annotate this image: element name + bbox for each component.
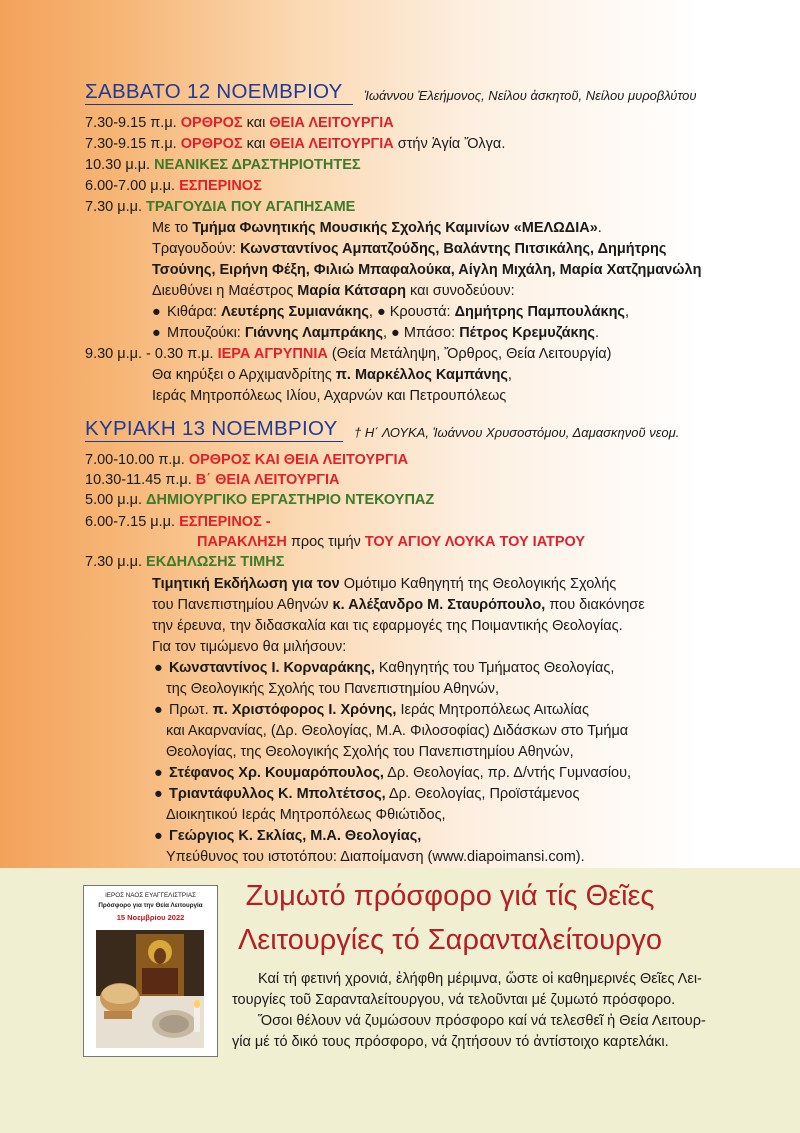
prosforo-title-line-1: Ζυμωτό πρόσφορο γιά τίς Θεῖες [245,880,655,912]
sunday-saints: † Η΄ ΛΟΥΚΑ, Ἰωάννου Χρυσοστόμου, Δαμασκηνοῦ νεομ. [354,425,680,440]
speaker-2: ● Πρωτ. π. Χριστόφορος Ι. Χρόνης, Ιεράς Μητροπόλεως Αιτωλίας [154,702,589,718]
sun-line-8: του Πανεπιστημίου Αθηνών κ. Αλέξανδρο Μ. Σταυρόπουλο, που διακόνησε [152,597,645,613]
saturday-saints: Ἰωάννου Ἐλεήμονος, Νείλου ἀσκητοῦ, Νείλου μυροβλύτου [364,88,697,103]
prosforo-text-4: γία μέ τό δικό τους πρόσφορο, νά ζητήσουν τό ἀντίστοιχο καρτελάκι. [232,1034,669,1050]
sunday-header: ΚΥΡΙΑΚΗ 13 ΝΟΕΜΒΡΙΟΥ [85,417,338,440]
speaker-4-cont: Διοικητικού Ιεράς Μητροπόλεως Φθιώτιδος, [166,807,446,823]
sat-line-5: 7.30 μ.μ. ΤΡΑΓΟΥΔΙΑ ΠΟΥ ΑΓΑΠΗΣΑΜΕ [85,199,356,215]
sun-line-5: ΠΑΡΑΚΛΗΣΗ προς τιμήν ΤΟΥ ΑΓΙΟΥ ΛΟΥΚΑ ΤΟΥ ΙΑΤΡΟΥ [197,534,586,550]
sun-line-1: 7.00-10.00 π.μ. ΟΡΘΡΟΣ ΚΑΙ ΘΕΙΑ ΛΕΙΤΟΥΡΓΙΑ [85,452,409,468]
sun-line-9: την έρευνα, την διδασκαλία και τις εφαρμογές της Ποιμαντικής Θεολογίας. [152,618,623,634]
sun-line-10: Για τον τιμώμενο θα μιλήσουν: [152,639,347,655]
speaker-2-cont-1: και Ακαρνανίας, (Δρ. Θεολογίας, Μ.Α. Φιλοσοφίας) Διδάσκων στο Τμήμα [166,723,629,739]
sat-line-1: 7.30-9.15 π.μ. ΟΡΘΡΟΣ και ΘΕΙΑ ΛΕΙΤΟΥΡΓΙΑ [85,115,394,131]
speaker-5-cont: Υπεύθυνος του ιστοτόπου: Διαποίμανση (www.diapoimansi.com). [166,849,585,865]
sat-line-7: Τραγουδούν: Κωνσταντίνος Αμπατζούδης, Βαλάντης Πιτσικάλης, Δημήτρης [152,241,667,257]
sat-line-10: ● Κιθάρα: Λευτέρης Συμιανάκης, ● Κρουστά: Δημήτρης Παμπουλάκης, [152,304,630,320]
sat-line-14: Ιεράς Μητροπόλεως Ιλίου, Αχαρνών και Πετρουπόλεως [152,388,507,404]
sat-line-13: Θα κηρύξει ο Αρχιμανδρίτης π. Μαρκέλλος Καμπάνης, [152,367,512,383]
sun-line-2: 10.30-11.45 π.μ. Β΄ ΘΕΙΑ ΛΕΙΤΟΥΡΓΙΑ [85,472,340,488]
sat-line-12: 9.30 μ.μ. - 0.30 π.μ. ΙΕΡΑ ΑΓΡΥΠΝΙΑ (Θεία Μετάληψη, Ὄρθρος, Θεία Λειτουργία) [85,346,612,362]
prosforo-text-2: τουργίες τοῦ Σαρανταλείτουργου, νά τελοῦνται μέ ζυμωτό πρόσφορο. [232,992,676,1008]
saturday-header: ΣΑΒΒΑΤΟ 12 ΝΟΕΜΒΡΙΟΥ [85,80,343,103]
prosforo-text-3: Ὅσοι θέλουν νά ζυμώσουν πρόσφορο καί νά τελεσθεῖ ἡ Θεία Λειτουρ- [258,1013,706,1029]
thumbnail-date: 15 Νοεμβρίου 2022 [116,913,185,922]
sat-line-8: Τσούνης, Ειρήνη Φέξη, Φιλιώ Μπαφαλούκα, Αίγλη Μιχάλη, Μαρία Χατζημανώλη [152,262,702,278]
speaker-1-cont: της Θεολογικής Σχολής του Πανεπιστημίου Αθηνών, [166,681,500,697]
thumbnail-subtitle: Πρόσφορο για την Θεία Λειτουργία [98,902,203,909]
speaker-3: ● Στέφανος Χρ. Κουμαρόπουλος, Δρ. Θεολογίας, πρ. Δ/ντής Γυμνασίου, [154,765,632,781]
sat-line-2: 7.30-9.15 π.μ. ΟΡΘΡΟΣ και ΘΕΙΑ ΛΕΙΤΟΥΡΓΙΑ στήν Ἁγία Ὄλγα. [85,136,506,152]
sun-line-6: 7.30 μ.μ. ΕΚΔΗΛΩΣΗΣ ΤΙΜΗΣ [85,554,285,570]
speaker-4: ● Τριαντάφυλλος Κ. Μπολτέτσος, Δρ. Θεολογίας, Προϊστάμενος [154,786,580,802]
thumbnail-church-name: ΙΕΡΟΣ ΝΑΟΣ ΕΥΑΓΓΕΛΙΣΤΡΙΑΣ [105,892,196,899]
sat-line-6: Με το Τμήμα Φωνητικής Μουσικής Σχολής Καμινίων «ΜΕΛΩΔΙΑ». [152,220,602,236]
sat-line-4: 6.00-7.00 μ.μ. ΕΣΠΕΡΙΝΟΣ [85,178,262,194]
speaker-1: ● Κωνσταντίνος Ι. Κορναράκης, Καθηγητής του Τμήματος Θεολογίας, [154,660,615,676]
saturday-header-underline [85,104,353,105]
sat-line-11: ● Μπουζούκι: Γιάννης Λαμπράκης, ● Μπάσο: Πέτρος Κρεμυζάκης. [152,325,599,341]
sun-line-7: Τιμητική Εκδήλωση για τον Ομότιμο Καθηγητή της Θεολογικής Σχολής [152,576,617,592]
speaker-5: ● Γεώργιος Κ. Σκλίας, Μ.Α. Θεολογίας, [154,828,422,844]
sun-line-3: 5.00 μ.μ. ΔΗΜΙΟΥΡΓΙΚΟ ΕΡΓΑΣΤΗΡΙΟ ΝΤΕΚΟΥΠΑΖ [85,492,435,508]
sat-line-3: 10.30 μ.μ. ΝΕΑΝΙΚΕΣ ΔΡΑΣΤΗΡΙΟΤΗΤΕΣ [85,157,361,173]
sat-line-9: Διευθύνει η Μαέστρος Μαρία Κάτσαρη και συνοδεύουν: [152,283,515,299]
prosforo-text-1: Καί τή φετινή χρονιά, ἐλήφθη μέριμνα, ὥστε οἱ καθημερινές Θεῖες Λει- [258,971,702,987]
sun-line-4: 6.00-7.15 μ.μ. ΕΣΠΕΡΙΝΟΣ - [85,514,271,530]
prosforo-title-line-2: Λειτουργίες τό Σαρανταλείτουργο [237,924,663,956]
speaker-2-cont-2: Θεολογίας, της Θεολογικής Σχολής του Πανεπιστημίου Αθηνών, [166,744,574,760]
sunday-header-underline [85,441,343,442]
